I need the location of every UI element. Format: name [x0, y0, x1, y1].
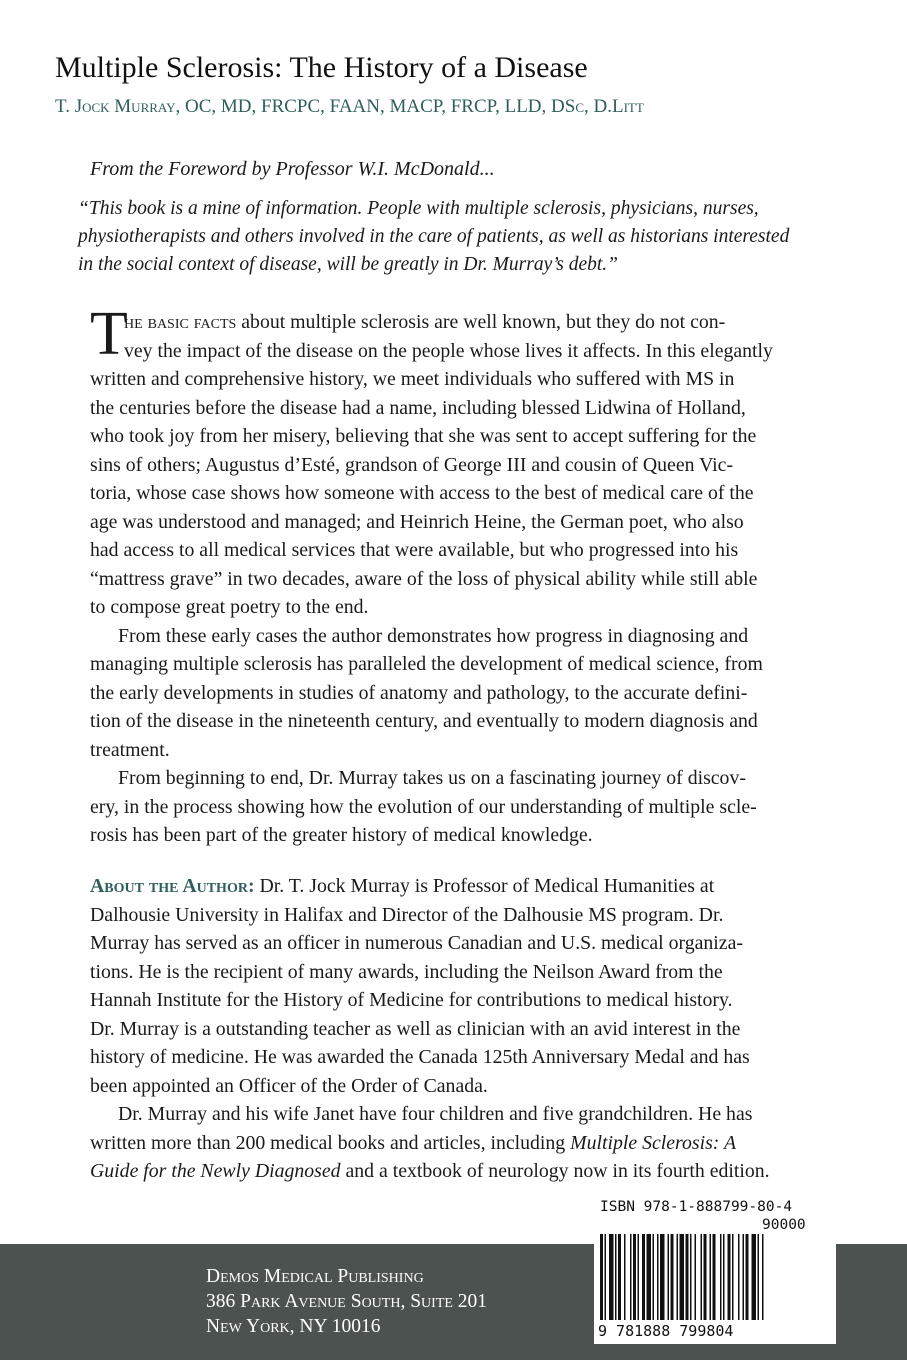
lead-smallcaps: he basic facts — [124, 311, 237, 333]
book-description — [90, 300, 830, 850]
quote-line: in the social context of disease, will be greatly in Dr. Murray’s debt.” — [78, 254, 618, 275]
drop-cap: T — [90, 300, 128, 368]
text-line: Dalhousie University in Halifax and Director of the Dalhousie MS program. Dr. — [90, 903, 724, 926]
text-line: tion of the disease in the nineteenth century, and eventually to modern diagnosis and — [90, 710, 758, 732]
about-paragraph-1 — [90, 872, 830, 1100]
text-line: history of medicine. He was awarded the Canada 125th Anniversary Medal and has — [90, 1046, 750, 1068]
publisher-name: Demos Medical Publishing — [206, 1266, 424, 1287]
lead-rest: about multiple sclerosis are well known, but they do not con- — [236, 311, 726, 333]
about-the-author — [90, 872, 830, 1186]
description-paragraph-3 — [90, 764, 830, 850]
text-line: rosis has been part of the greater history of medical knowledge. — [90, 824, 593, 846]
text-line: Dr. Murray is a outstanding teacher as well as clinician with an avid interest in the — [90, 1017, 741, 1040]
publisher-street: 386 Park Avenue South, Suite 201 — [206, 1291, 488, 1312]
description-paragraph-2 — [90, 622, 830, 765]
foreword-quote — [78, 195, 848, 279]
text-line: From beginning to end, Dr. Murray takes us on a fascinating journey of discov- — [118, 767, 746, 789]
text-line: sins of others; Augustus d’Esté, grandson of George III and cousin of Queen Vic- — [90, 453, 734, 476]
publisher-city: New York, NY 10016 — [206, 1316, 381, 1337]
book-title: Multiple Sclerosis: The History of a Disease — [55, 51, 588, 84]
text-line — [90, 308, 830, 337]
text-line: had access to all medical services that were available, but who progressed into his — [90, 539, 739, 561]
text-line: the centuries before the disease had a name, including blessed Lidwina of Holland, — [90, 396, 746, 419]
barcode-digits: 9 781888 799804 — [598, 1322, 734, 1340]
text-line: age was understood and managed; and Heinrich Heine, the German poet, who also — [90, 510, 744, 533]
text-line: treatment. — [90, 738, 170, 761]
text-line: tions. He is the recipient of many awards, including the Neilson Award from the — [90, 960, 723, 983]
about-label: About the Author: — [90, 875, 255, 897]
text-line: written and comprehensive history, we meet individuals who suffered with MS in — [90, 368, 735, 390]
price-code: 90000 — [762, 1217, 806, 1233]
text-line: ery, in the process showing how the evolution of our understanding of multiple scle- — [90, 795, 757, 818]
book-title-reference: Multiple Sclerosis: A — [570, 1131, 737, 1154]
text-line: to compose great poetry to the end. — [90, 596, 369, 618]
publisher-block — [206, 1264, 487, 1339]
foreword-intro: From the Foreword by Professor W.I. McDonald... — [90, 158, 495, 180]
about-paragraph-2 — [90, 1100, 830, 1186]
text-line: been appointed an Officer of the Order of Canada. — [90, 1074, 488, 1097]
description-paragraph-1 — [90, 300, 830, 622]
text-line: Hannah Institute for the History of Medicine for contributions to medical history. — [90, 989, 733, 1011]
text-line — [90, 872, 830, 901]
text-line: From these early cases the author demonstrates how progress in diagnosing and — [118, 624, 749, 647]
text-line: managing multiple sclerosis has paralleled the development of medical science, from — [90, 653, 763, 675]
text-line: vey the impact of the disease on the people whose lives it affects. In this elegantly — [124, 339, 773, 362]
text-run: and a textbook of neurology now in its fourth edition. — [340, 1160, 770, 1182]
text-line: Murray has served as an officer in numerous Canadian and U.S. medical organiza- — [90, 932, 743, 954]
text-line: who took joy from her misery, believing that she was sent to accept suffering for the — [90, 425, 757, 447]
text-line — [90, 1157, 830, 1186]
book-title-reference: Guide for the Newly Diagnosed — [90, 1160, 341, 1182]
about-lead-rest: Dr. T. Jock Murray is Professor of Medical Humanities at — [254, 875, 715, 897]
text-line: “mattress grave” in two decades, aware of the loss of physical ability while still able — [90, 567, 758, 590]
quote-line: physiotherapists and others involved in the care of patients, as well as historians interested — [78, 226, 790, 247]
text-line: Dr. Murray and his wife Janet have four children and five grandchildren. He has — [118, 1103, 753, 1125]
barcode-bars-icon — [598, 1234, 832, 1322]
text-line: toria, whose case shows how someone with access to the best of medical care of the — [90, 482, 754, 504]
isbn-barcode — [594, 1196, 836, 1344]
quote-line: “This book is a mine of information. People with multiple sclerosis, physicians, nurses, — [78, 198, 759, 219]
text-line — [90, 1129, 830, 1158]
author-credentials: T. Jock Murray, OC, MD, FRCPC, FAAN, MACP, FRCP, LLD, DSc, D.Litt — [55, 96, 644, 117]
isbn-number: ISBN 978-1-888799-80-4 — [600, 1199, 793, 1215]
text-line: the early developments in studies of anatomy and pathology, to the accurate defini- — [90, 681, 748, 704]
text-run: written more than 200 medical books and articles, including — [90, 1131, 571, 1154]
